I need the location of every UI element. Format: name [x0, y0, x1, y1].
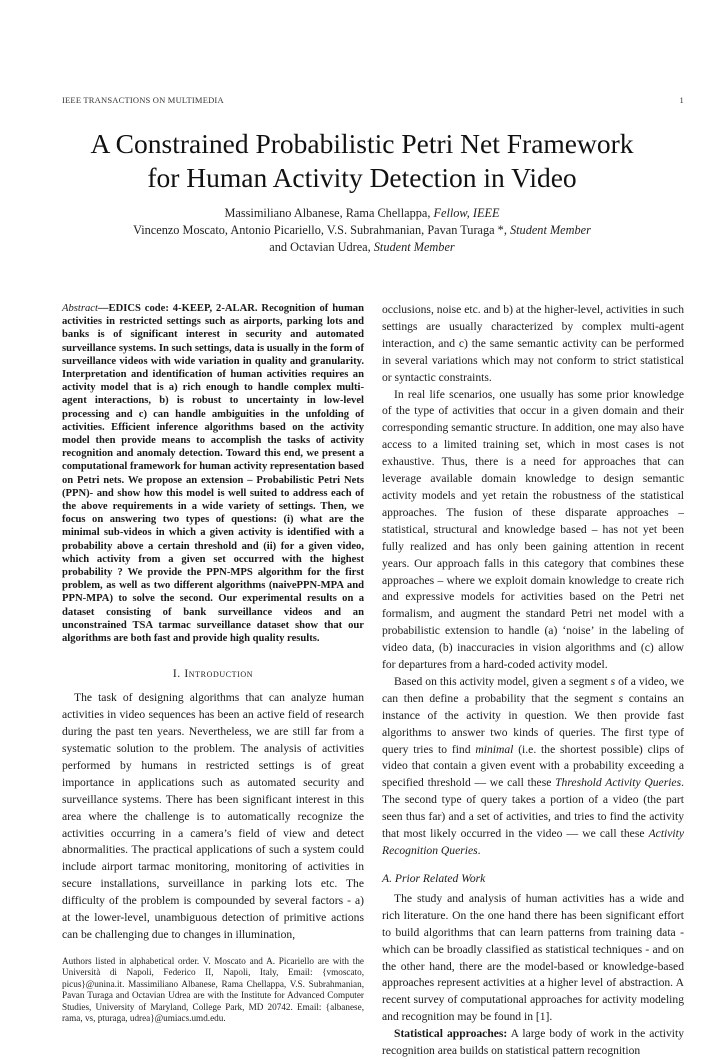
- abstract: [62, 302, 364, 645]
- right-paragraph-1: occlusions, noise etc. and b) at the higher-level, activities in such settings are usually characterized by complex multi-agent interaction, and c) the same semantic activity can be performed in several variations which may not conform to strict statistical or syntactic constraints.: [382, 303, 684, 384]
- title-line-1: A Constrained Probabilistic Petri Net Framework: [90, 128, 634, 159]
- author-role-2: Student Member: [509, 223, 591, 237]
- p3-text-d: (i.e. the shortest possible) clips of video that contain a given event with a probability exceeding a specified threshold — we call these: [382, 742, 684, 790]
- p3-text-f: .: [477, 844, 481, 857]
- journal-name: IEEE TRANSACTIONS ON MULTIMEDIA: [62, 95, 224, 105]
- left-column: [62, 302, 364, 1024]
- right-paragraph-4: The study and analysis of human activities has a wide and rich literature. On the one hand there has been significant effort to build algorithms that can learn patterns from training data - which can be broadly classified as statistical techniques - and on the other hand, there are the model-based or knowledge-based approaches represent activities at a higher level of abstraction. A recent survey of computational approaches for activity modeling and recognition may be found in [1].: [382, 891, 684, 1024]
- p3-emph-threshold: Threshold Activity Queries: [555, 776, 682, 790]
- statistical-approaches-text: A large body of work in the activity recognition area builds on statistical pattern recognition: [382, 1027, 684, 1058]
- author-footnote: Authors listed in alphabetical order. V. Moscato and A. Picariello are with the Università di Napoli, Federico II, Napoli, Italy, Email: {vmoscato, picus}@unina.it. Massimiliano Albanese, Rama Chellappa, V.S. Subrahmanian, Pavan Turaga and Octavian Udrea are with the Institute for Advanced Computer Studies, University of Maryland, College Park, MD 20742. Email: {albanese, rama, vs, pturaga, udrea}@umiacs.umd.edu.: [62, 955, 364, 1023]
- subsection-title: Prior Related Work: [394, 871, 486, 885]
- right-paragraph-2: In real life scenarios, one usually has some prior knowledge of the type of activities that occur in a given domain and their corresponding semantic structure. In addition, one may also have access to a limited training set, which in most cases is not exhaustive. Thus, there is a need for approaches that can leverage available domain knowledge to design semantic activity models and yet retain the robustness of the statistical approaches. The fusion of these disparate approaches – statistical, structural and knowledge based – has not yet been fully realized and has only been gaining attention in recent years. Our approach falls in this category that combines these approaches – where we exploit domain knowledge to create rich and expressive models for activities based on the Petri net formalism, and augment the standard Petri net model with a probabilistic extension to handle (a) ‘noise’ in the labeling of video data, (b) inaccuracies in vision algorithms and (c) allow for departures from a hard-coded activity model.: [382, 387, 684, 672]
- abstract-label: Abstract: [62, 303, 98, 314]
- p3-symbol-s-2: s: [618, 691, 624, 705]
- p3-text-e: . The second type of query takes a portion of a video (the part seen thus far) and a set of activities, and tries to find the activity that most likely occurred in the video — we call these: [382, 776, 684, 841]
- statistical-approaches-label: Statistical approaches:: [394, 1027, 508, 1041]
- author-line-2: [40, 222, 684, 239]
- section-heading-introduction: [62, 667, 364, 680]
- author-line-3: [40, 239, 684, 256]
- right-paragraph-5: [382, 1026, 684, 1060]
- title-line-2: for Human Activity Detection in Video: [147, 162, 577, 193]
- p3-symbol-s: s: [610, 674, 616, 688]
- paper-title: [40, 127, 684, 195]
- author-line-1: [40, 205, 684, 222]
- subsection-heading-prior-work: [382, 872, 684, 885]
- section-title: Introduction: [184, 667, 254, 681]
- author-role-3: Student Member: [373, 240, 455, 254]
- author-names-1: Massimiliano Albanese, Rama Chellappa,: [224, 206, 431, 220]
- p3-text-c: contains an instance of the activity in question. We then provide fast algorithms to answer two kinds of queries. The first type of query tries to find: [382, 691, 684, 756]
- running-header: [62, 95, 684, 105]
- abstract-text: EDICS code: 4-KEEP, 2-ALAR. Recognition of human activities in restricted settings such as airports, parking lots and banks is of significant interest in security and automated surveillance systems. In such settings, data is usually in the form of surveillance videos with wide variation in quality and granularity. Interpretation and identification of human activities requires an activity model that is a) rich enough to handle complex multi-agent interactions, b) is robust to uncertainty in low-level processing and c) can handle ambiguities in the unfolding of activities. Efficient inference algorithms based on the activity model then provide means to accomplish the tasks of activity recognition and anomaly detection. Toward this end, we present a computational framework for human activity representation based on Petri nets. We propose an extension – Probabilistic Petri Nets (PPN)- and show how this model is well suited to address each of the above requirements in a wide variety of settings. Then, we focus on answering two types of questions: (i) what are the minimal sub-videos in which a given activity is identified with a probability above a certain threshold and (ii) for a given video, which activity from a given set occurred with the highest probability ? We provide the PPN-MPS algorithm for the first problem, as well as two different algorithms (naivePPN-MPA and PPN-MPA) to solve the second. Our experimental results on a dataset consisting of bank surveillance videos and an unconstrained TSA tarmac surveillance dataset show that our algorithms are both fast and provide high quality results.: [62, 303, 364, 645]
- author-block: [40, 205, 684, 256]
- page-number: 1: [679, 95, 684, 105]
- right-column: [382, 302, 684, 1060]
- right-paragraph-3: [382, 674, 684, 860]
- p3-emph-recognition: Activity Recognition Queries: [382, 827, 684, 857]
- author-names-2: Vincenzo Moscato, Antonio Picariello, V.S. Subrahmanian, Pavan Turaga *,: [133, 223, 507, 237]
- section-number: I.: [172, 667, 181, 681]
- author-names-3: and Octavian Udrea,: [269, 240, 371, 254]
- intro-paragraph: The task of designing algorithms that can analyze human activities in video sequences has been an active field of research during the past ten years. Nevertheless, we are still far from a systematic solution to the problem. The analysis of activities performed by humans in restricted settings is of great importance in applications such as automated security and surveillance systems. There has been significant interest in this area where the challenge is to automatically recognize the activities occurring in a camera’s field of view and detect abnormalities. The practical applications of such a system could include airport tarmac monitoring, monitoring of activities in secure installations, surveillance in parking lots etc. The difficulty of the problem is compounded by several factors - a) at the lower-level, unambiguous detection of primitive actions can be challenging due to changes in illumination,: [62, 691, 364, 941]
- p3-emph-minimal: minimal: [475, 742, 514, 756]
- p3-text-a: Based on this activity model, given a segment: [394, 674, 611, 688]
- p3-text-b: of a video, we can then define a probability that the segment: [382, 674, 684, 705]
- abstract-dash: —: [97, 303, 109, 314]
- author-role-1: Fellow, IEEE: [433, 206, 500, 220]
- subsection-label: A.: [382, 871, 392, 885]
